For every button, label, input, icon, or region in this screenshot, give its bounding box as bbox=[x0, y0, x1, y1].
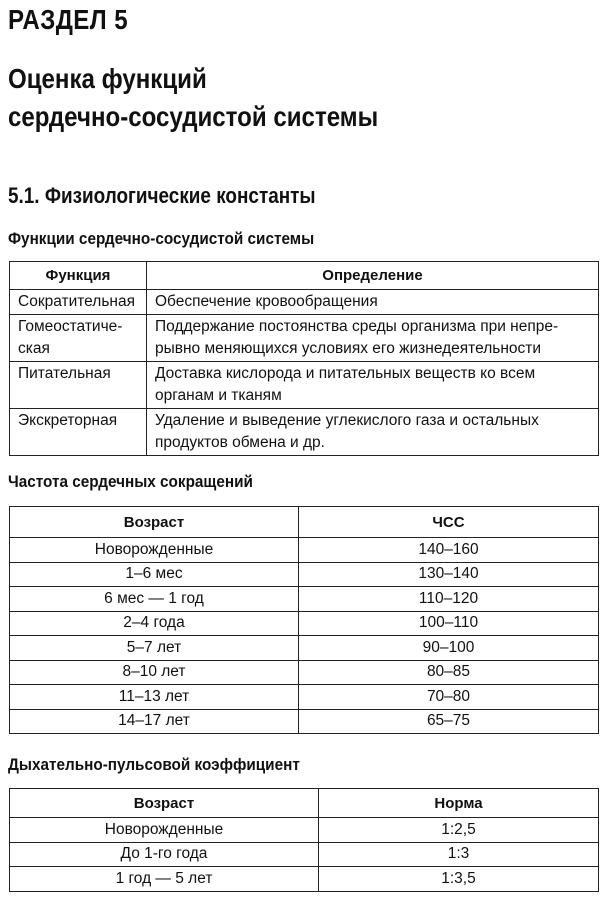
table-header-row bbox=[10, 507, 599, 538]
chapter-title-line-2: сердечно-сосудистой системы bbox=[8, 101, 379, 132]
column-header-norm: Норма bbox=[319, 789, 599, 818]
age-cell: 8–10 лет bbox=[10, 660, 299, 685]
table-row bbox=[10, 409, 599, 456]
age-cell: 14–17 лет bbox=[10, 709, 299, 734]
column-header-age: Возраст bbox=[10, 507, 299, 538]
function-definition: Удаление и выведение углекислого газа и остальных продуктов обмена и др. bbox=[147, 409, 599, 456]
table-row bbox=[10, 660, 599, 685]
age-cell: До 1-го года bbox=[10, 842, 319, 867]
table-header-row bbox=[10, 789, 599, 818]
table-row bbox=[10, 611, 599, 636]
age-cell: 11–13 лет bbox=[10, 685, 299, 710]
table-row bbox=[10, 290, 599, 315]
function-definition: Доставка кислорода и питательных веществ ко всем органам и тканям bbox=[147, 362, 599, 409]
column-header-function: Функция bbox=[10, 262, 147, 290]
table-row bbox=[10, 587, 599, 612]
age-cell: Новорожденные bbox=[10, 538, 299, 563]
table-header-row bbox=[10, 262, 599, 290]
subsection-heading: 5.1. Физиологические константы bbox=[8, 183, 316, 208]
age-cell: Новорожденные bbox=[10, 818, 319, 843]
age-cell: 1–6 мес bbox=[10, 562, 299, 587]
chapter-title bbox=[8, 60, 378, 136]
hr-cell: 140–160 bbox=[299, 538, 599, 563]
table-row bbox=[10, 562, 599, 587]
hr-cell: 65–75 bbox=[299, 709, 599, 734]
chapter-title-line-1: Оценка функций bbox=[8, 63, 207, 94]
column-header-definition: Определение bbox=[147, 262, 599, 290]
table-row bbox=[10, 818, 599, 843]
table-row bbox=[10, 842, 599, 867]
table-row bbox=[10, 538, 599, 563]
age-cell: 5–7 лет bbox=[10, 636, 299, 661]
section-heading: РАЗДЕЛ 5 bbox=[8, 4, 129, 35]
norm-cell: 1:3,5 bbox=[319, 867, 599, 892]
heart-rate-table bbox=[9, 506, 599, 734]
age-cell: 2–4 года bbox=[10, 611, 299, 636]
hr-cell: 130–140 bbox=[299, 562, 599, 587]
column-header-age: Возраст bbox=[10, 789, 319, 818]
resp-pulse-table bbox=[9, 788, 599, 892]
functions-table bbox=[9, 261, 599, 456]
hr-cell: 80–85 bbox=[299, 660, 599, 685]
table3-caption: Дыхательно-пульсовой коэффициент bbox=[8, 755, 300, 774]
norm-cell: 1:3 bbox=[319, 842, 599, 867]
hr-cell: 110–120 bbox=[299, 587, 599, 612]
table-row bbox=[10, 867, 599, 892]
hr-cell: 100–110 bbox=[299, 611, 599, 636]
function-definition: Поддержание постоянства среды организма при непре- рывно меняющихся условиях его жизнедеятельности bbox=[147, 315, 599, 362]
hr-cell: 90–100 bbox=[299, 636, 599, 661]
age-cell: 6 мес — 1 год bbox=[10, 587, 299, 612]
hr-cell: 70–80 bbox=[299, 685, 599, 710]
age-cell: 1 год — 5 лет bbox=[10, 867, 319, 892]
table-row bbox=[10, 315, 599, 362]
table-row bbox=[10, 636, 599, 661]
norm-cell: 1:2,5 bbox=[319, 818, 599, 843]
function-definition: Обеспечение кровообращения bbox=[147, 290, 599, 315]
function-name: Сократительная bbox=[10, 290, 147, 315]
table-row bbox=[10, 709, 599, 734]
function-name: Гомеостатиче- ская bbox=[10, 315, 147, 362]
function-name: Экскреторная bbox=[10, 409, 147, 456]
table-row bbox=[10, 362, 599, 409]
table1-caption: Функции сердечно-сосудистой системы bbox=[8, 229, 315, 248]
function-name: Питательная bbox=[10, 362, 147, 409]
table-row bbox=[10, 685, 599, 710]
table2-caption: Частота сердечных сокращений bbox=[8, 472, 253, 491]
column-header-hr: ЧСС bbox=[299, 507, 599, 538]
